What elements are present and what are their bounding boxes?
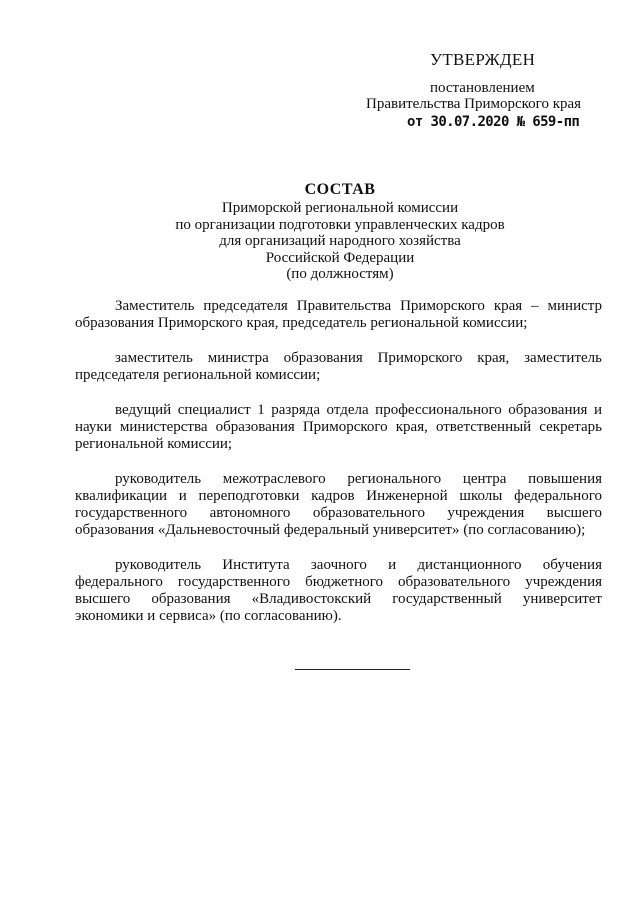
member-paragraph: Заместитель председателя Правительства Приморского края – министр образования Приморского края, председатель региональной комиссии; [75,298,602,331]
heading-line: Приморской региональной комиссии [221,200,459,216]
member-paragraph: ведущий специалист 1 разряда отдела профессионального образования и науки министерства образования Приморского края, ответственный секретарь региональной комиссии; [75,402,602,452]
approved-label: УТВЕРЖДЕН [430,50,536,69]
document-title: СОСТАВ [304,181,376,198]
heading-line: (по должностям) [286,266,394,282]
member-paragraph: заместитель министра образования Приморского края, заместитель председателя региональной комиссии; [75,350,602,383]
approval-authority: Правительства Приморского края [366,96,582,112]
member-paragraph: руководитель межотраслевого регионального центра повышения квалификации и переподготовки кадров Инженерной школы федерального государственного автономного образовательного учреждения высшего образования «Дальневосточный федеральный университет» (по согласованию); [75,471,602,538]
approval-date-number: от 30.07.2020 № 659-пп [407,114,580,130]
heading-line: по организации подготовки управленческих кадров [175,216,505,233]
members-list [75,298,602,643]
heading-line: Российской Федерации [265,249,415,266]
approval-resolution-label: постановлением [430,80,535,96]
end-divider [295,669,410,670]
member-paragraph: руководитель Института заочного и дистанционного обучения федерального государственного бюджетного образовательного учреждения высшего образования «Владивостокский государственный университет экономики и сервиса» (по согласованию). [75,557,602,624]
document-heading [0,180,640,283]
heading-line: для организаций народного хозяйства [219,233,461,249]
